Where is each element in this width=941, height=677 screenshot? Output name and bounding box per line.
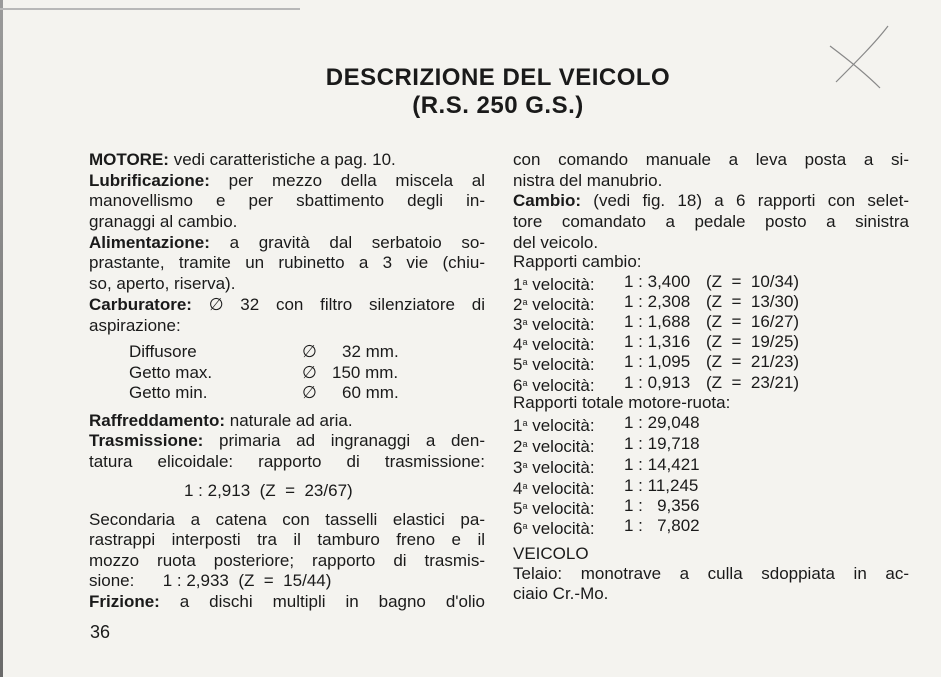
motore-line <box>89 150 396 170</box>
total-ratio: 1 : 19,718 <box>624 434 700 453</box>
rapporti-cambio-heading: Rapporti cambio: <box>513 252 642 271</box>
carburatore-line <box>89 295 485 315</box>
frizione-line <box>89 592 485 612</box>
diameter-icon: ∅ <box>302 383 317 402</box>
raffreddamento-text: naturale ad aria. <box>225 411 353 430</box>
cambio-label: Cambio: <box>513 191 581 210</box>
rapporti-totale-heading: Rapporti totale motore-ruota: <box>513 393 731 412</box>
alimentazione-line <box>89 233 485 253</box>
diameter-icon: ∅ <box>302 363 317 382</box>
total-ratio: 1 : 7,802 <box>624 516 700 535</box>
raffreddamento-line <box>89 411 353 431</box>
secondaria-line-4: sione: 1 : 2,933 (Z = 15/44) <box>89 571 332 590</box>
list-item: 3$^a$ velocità: <box>513 458 595 477</box>
list-item: 6$^a$ velocità: <box>513 376 595 395</box>
list-item: 4$^a$ velocità: <box>513 479 595 498</box>
gear-ratio: 1 : 2,308 <box>624 292 691 311</box>
frizione-label: Frizione: <box>89 592 160 611</box>
secondaria-line-3: mozzo ruota posteriore; rapporto di trasmis- <box>89 551 485 570</box>
table-row-name: Diffusore <box>129 342 197 361</box>
total-ratio: 1 : 14,421 <box>624 455 700 474</box>
gear-ratio: 1 : 0,913 <box>624 373 691 392</box>
motore-text: vedi caratteristiche a pag. 10. <box>168 150 396 169</box>
page-subtitle: (R.S. 250 G.S.) <box>412 92 584 119</box>
lubrificazione-text: per mezzo della miscela al <box>209 171 485 190</box>
trasmissione-text: primaria ad ingranaggi a den- <box>203 431 485 450</box>
table-row-name: Getto max. <box>129 363 213 382</box>
motore-label: MOTORE: <box>89 150 169 169</box>
list-item: 4$^a$ velocità: <box>513 335 595 354</box>
gear-ratio: 1 : 3,400 <box>624 272 691 291</box>
veicolo-heading: VEICOLO <box>513 544 589 563</box>
gear-ratio: 1 : 1,095 <box>624 352 691 371</box>
total-ratio: 1 : 9,356 <box>624 496 700 515</box>
comando-line-1: con comando manuale a leva posta a si- <box>513 150 909 169</box>
list-item: 5$^a$ velocità: <box>513 499 595 518</box>
list-item: 3$^a$ velocità: <box>513 315 595 334</box>
secondaria-line-1: Secondaria a catena con tasselli elastici pa- <box>89 510 485 529</box>
comando-line-2: nistra del manubrio. <box>513 171 663 190</box>
trasmissione-line <box>89 431 485 451</box>
cambio-line <box>513 191 909 211</box>
gear-teeth: (Z = 21/23) <box>706 352 800 371</box>
table-row-name: Getto min. <box>129 383 208 402</box>
gear-teeth: (Z = 19/25) <box>706 332 800 351</box>
total-ratio: 1 : 29,048 <box>624 413 700 432</box>
list-item: 1$^a$ velocità: <box>513 416 595 435</box>
alimentazione-line-2: prastante, tramite un rubinetto a 3 vie (chiu- <box>89 253 485 272</box>
table-row-value: 150 mm. <box>332 363 399 382</box>
list-item: 2$^a$ velocità: <box>513 295 595 314</box>
frizione-text: a dischi multipli in bagno d'olio <box>159 592 485 611</box>
carburatore-text: ∅ 32 con filtro silenziatore di <box>191 295 485 314</box>
cambio-text: (vedi fig. 18) a 6 rapporti con selet- <box>581 191 909 210</box>
gear-teeth: (Z = 16/27) <box>706 312 800 331</box>
gear-teeth: (Z = 23/21) <box>706 373 800 392</box>
gear-ratio: 1 : 1,688 <box>624 312 691 331</box>
telaio-line-1: Telaio: monotrave a culla sdoppiata in ac- <box>513 564 909 583</box>
gear-ratio: 1 : 1,316 <box>624 332 691 351</box>
secondaria-line-2: rastrappi interposti tra il tamburo freno e il <box>89 530 485 549</box>
page-title: DESCRIZIONE DEL VEICOLO <box>325 64 671 91</box>
page-number: 36 <box>90 622 111 642</box>
carburatore-line-2: aspirazione: <box>89 316 181 335</box>
cambio-line-3: del veicolo. <box>513 233 599 252</box>
alimentazione-line-3: so, aperto, riserva). <box>89 274 236 293</box>
carburatore-label: Carburatore: <box>89 295 192 314</box>
list-item: 2$^a$ velocità: <box>513 437 595 456</box>
raffreddamento-label: Raffreddamento: <box>89 411 226 430</box>
alimentazione-text: a gravità dal serbatoio so- <box>209 233 485 252</box>
lubrificazione-line <box>89 171 485 191</box>
list-item: 5$^a$ velocità: <box>513 355 595 374</box>
list-item: 6$^a$ velocità: <box>513 519 595 538</box>
scan-top-line <box>0 8 300 10</box>
gear-teeth: (Z = 10/34) <box>706 272 800 291</box>
table-row-value: 32 mm. <box>342 342 399 361</box>
trasmissione-line-2: tatura elicoidale: rapporto di trasmissione: <box>89 452 485 471</box>
diameter-icon: ∅ <box>302 342 317 361</box>
lubrificazione-label: Lubrificazione: <box>89 171 210 190</box>
lubrificazione-line-2: manovellismo e per sbattimento degli in- <box>89 191 485 210</box>
pencil-mark-icon <box>826 22 896 92</box>
trasmissione-label: Trasmissione: <box>89 431 204 450</box>
trasmissione-ratio: 1 : 2,913 (Z = 23/67) <box>184 481 353 500</box>
list-item: 1$^a$ velocità: <box>513 275 595 294</box>
cambio-line-2: tore comandato a pedale posto a sinistra <box>513 212 909 231</box>
alimentazione-label: Alimentazione: <box>89 233 210 252</box>
telaio-line-2: ciaio Cr.-Mo. <box>513 584 609 603</box>
table-row-value: 60 mm. <box>342 383 399 402</box>
total-ratio: 1 : 11,245 <box>624 476 699 495</box>
gear-teeth: (Z = 13/30) <box>706 292 800 311</box>
lubrificazione-line-3: granaggi al cambio. <box>89 212 238 231</box>
